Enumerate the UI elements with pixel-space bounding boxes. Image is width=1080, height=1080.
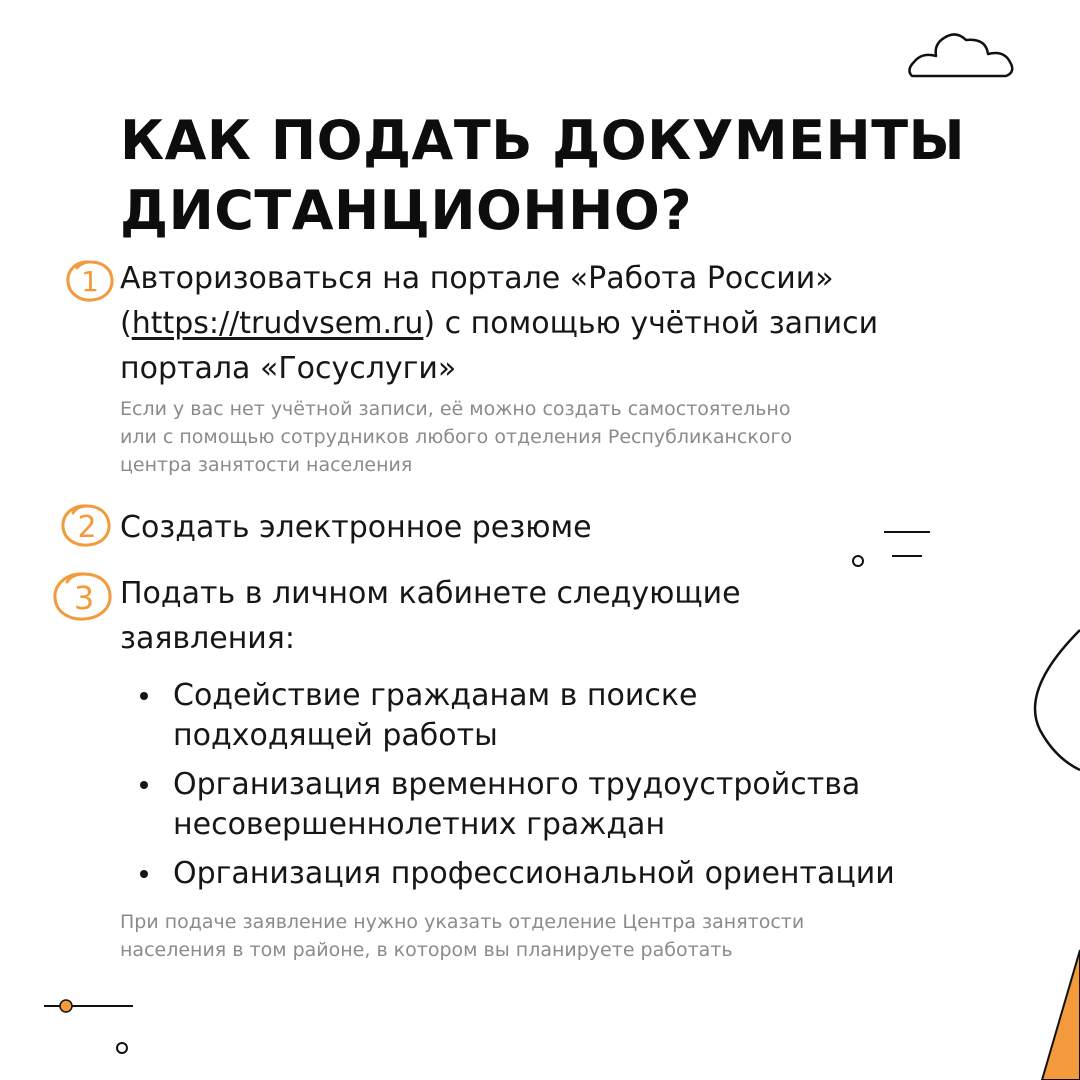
step-number-label: 2 — [77, 510, 97, 545]
step-line: Создать электронное резюме — [120, 510, 592, 545]
step-line: заявления: — [120, 621, 295, 656]
list-item-line: Содействие гражданам в поиске — [173, 678, 698, 713]
step-line: Авторизоваться на портале «Работа России» — [120, 261, 834, 296]
step-number-2 — [58, 502, 114, 550]
list-item — [140, 676, 895, 756]
orange-dot — [60, 1000, 72, 1012]
small-circle — [853, 556, 863, 566]
step-number-1 — [64, 258, 116, 304]
cloud-icon — [909, 34, 1012, 76]
note-line: Если у вас нет учётной записи, её можно создать самостоятельно — [120, 398, 791, 420]
bullet-dot — [140, 870, 148, 878]
step-2-text — [120, 505, 592, 550]
bullet-dot — [140, 692, 148, 700]
title-line: КАК ПОДАТЬ ДОКУМЕНТЫ — [120, 109, 966, 172]
step-1-note — [120, 395, 792, 479]
step-line: портала «Госуслуги» — [120, 351, 457, 386]
list-item-line: Организация профессиональной ориентации — [173, 856, 895, 891]
footer-note — [120, 908, 804, 964]
trudvsem-link[interactable]: https://trudvsem.ru — [131, 306, 424, 341]
list-item-line: Организация временного трудоустройства — [173, 767, 861, 802]
list-item — [140, 765, 895, 845]
list-item — [140, 854, 895, 894]
step-line: (https://trudvsem.ru) с помощью учётной записи — [120, 306, 879, 341]
application-list — [140, 676, 895, 903]
bullet-dot — [140, 781, 148, 789]
list-item-line: несовершеннолетних граждан — [173, 807, 666, 842]
note-line: При подаче заявление нужно указать отделение Центра занятости — [120, 911, 805, 933]
orange-shape — [1042, 950, 1080, 1080]
edge-arc — [1035, 630, 1080, 770]
step-line: Подать в личном кабинете следующие — [120, 576, 741, 611]
step-number-label: 3 — [73, 579, 95, 617]
title-line: ДИСТАНЦИОННО? — [120, 179, 693, 242]
small-circle — [117, 1043, 127, 1053]
note-line: населения в том районе, в котором вы планируете работать — [120, 939, 733, 961]
step-3-text — [120, 571, 741, 661]
note-line: центра занятости населения — [120, 454, 413, 476]
step-number-label: 1 — [81, 265, 99, 298]
list-item-line: подходящей работы — [173, 718, 498, 753]
page-title — [120, 106, 1020, 246]
step-number-3 — [50, 570, 116, 624]
step-1-text — [120, 256, 878, 391]
note-line: или с помощью сотрудников любого отделения Республиканского — [120, 426, 793, 448]
